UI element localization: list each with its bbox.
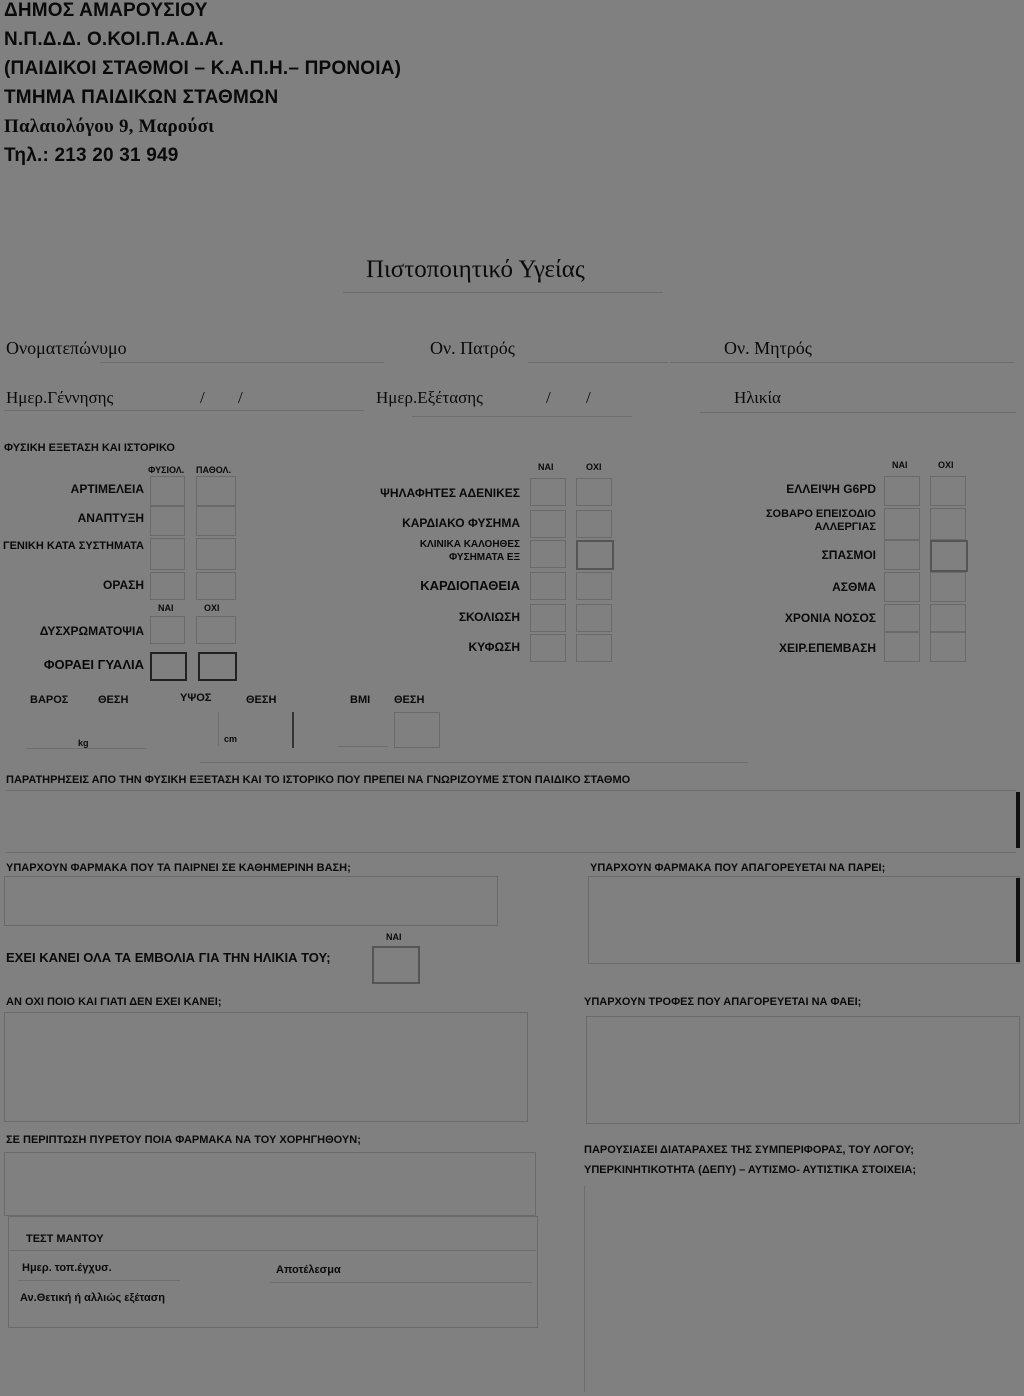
check-mid-2-yes[interactable] <box>530 510 566 538</box>
mantoux-result-field[interactable] <box>270 1282 532 1283</box>
dys-yes-header: ΝΑΙ <box>158 603 174 613</box>
check-right-6-yes[interactable] <box>884 632 920 662</box>
father-field[interactable] <box>528 362 668 363</box>
vaccines-missing-label: ΑΝ ΟΧΙ ΠΟΙΟ ΚΑΙ ΓΙΑΤΙ ΔΕΝ ΕΧΕΙ ΚΑΝΕΙ; <box>6 996 222 1008</box>
weight-label: ΒΑΡΟΣ <box>30 694 69 706</box>
check-right-5-yes[interactable] <box>884 604 920 632</box>
col-normal-header: ΦΥΣΙΟΛ. <box>148 465 185 475</box>
check-glasses-yes[interactable] <box>150 652 187 681</box>
check-mid-5-yes[interactable] <box>530 604 566 632</box>
mid-yes-header: ΝΑΙ <box>538 462 554 472</box>
check-right-6-no[interactable] <box>930 632 966 662</box>
behavior-label-1: ΠΑΡΟΥΣΙΑΣΕΙ ΔΙΑΤΑΡΑΧΕΣ ΤΗΣ ΣΥΜΠΕΡΙΦΟΡΑΣ, ΤΟΥ ΛΟΓΟΥ; <box>584 1144 914 1156</box>
birth-date-slash-2: / <box>238 388 243 407</box>
mid-item-4: ΚΑΡΔΙΟΠΑΘΕΙΑ <box>420 578 520 593</box>
mid-item-5: ΣΚΟΛΙΩΣΗ <box>458 610 520 624</box>
check-right-4-no[interactable] <box>930 572 966 602</box>
mantoux-note-label: Αν.Θετική ή αλλιώς εξέταση <box>20 1292 165 1304</box>
cm-unit: cm <box>224 734 238 744</box>
behavior-field[interactable] <box>584 1186 585 1392</box>
right-item-4: ΑΣΘΜΑ <box>832 580 876 594</box>
check-right-5-no[interactable] <box>930 604 966 632</box>
mantoux-date-label: Ημερ. τοπ.έγχυσ. <box>22 1262 112 1274</box>
observations-top-rule <box>200 762 748 763</box>
check-left-2-abnormal[interactable] <box>196 506 236 536</box>
check-left-4-abnormal[interactable] <box>196 572 236 600</box>
check-left-2-normal[interactable] <box>150 506 185 536</box>
mantoux-date-field[interactable] <box>18 1280 180 1281</box>
check-right-3-yes[interactable] <box>884 540 920 570</box>
check-mid-1-no[interactable] <box>576 478 612 506</box>
age-label: Ηλικία <box>734 388 781 407</box>
exam-section-title: ΦΥΣΙΚΗ ΕΞΕΤΑΣΗ ΚΑΙ ΙΣΤΟΡΙΚΟ <box>4 442 175 454</box>
check-mid-4-no[interactable] <box>576 572 612 600</box>
fever-meds-field[interactable] <box>4 1152 536 1216</box>
right-item-2: ΣΟΒΑΡΟ ΕΠΕΙΣΟΔΙΟ ΑΛΛΕΡΓΙΑΣ <box>765 508 876 533</box>
forbidden-meds-label: ΥΠΑΡΧΟΥΝ ΦΑΡΜΑΚΑ ΠΟΥ ΑΠΑΓΟΡΕΥΕΤΑΙ ΝΑ ΠΑΡΕΙ; <box>590 862 886 874</box>
weight-pos-label: ΘΕΣΗ <box>98 694 129 706</box>
municipality: ΔΗΜΟΣ ΑΜΑΡΟΥΣΙΟΥ <box>4 0 208 21</box>
exam-date-field[interactable] <box>412 416 632 417</box>
check-mid-4-yes[interactable] <box>530 572 566 600</box>
check-mid-6-no[interactable] <box>576 634 612 662</box>
check-right-4-yes[interactable] <box>884 572 920 602</box>
forbidden-meds-field[interactable] <box>588 876 1020 964</box>
left-item-1: ΑΡΤΙΜΕΛΕΙΑ <box>70 482 144 496</box>
check-right-3-no[interactable] <box>930 540 968 572</box>
kg-unit: kg <box>78 738 89 748</box>
right-item-1: ΕΛΛΕΙΨΗ G6PD <box>786 482 876 496</box>
left-item-2: ΑΝΑΠΤΥΞΗ <box>77 511 144 525</box>
check-dys-yes[interactable] <box>150 616 185 644</box>
dyschromatopsia-label: ΔΥΣΧΡΩΜΑΤΟΨΙΑ <box>39 624 144 638</box>
mid-item-3: ΚΛΙΝΙΚΑ ΚΑΛΟΗΘΕΣ ΦΥΣΗΜΑΤΑ ΕΞ <box>419 539 520 563</box>
services: (ΠΑΙΔΙΚΟΙ ΣΤΑΘΜΟΙ – Κ.Α.Π.Η.– ΠΡΟΝΟΙΑ) <box>4 58 402 79</box>
check-glasses-no[interactable] <box>198 652 237 681</box>
check-left-4-normal[interactable] <box>150 572 185 600</box>
mantoux-rule <box>10 1250 536 1251</box>
vaccines-question: ΕΧΕΙ ΚΑΝΕΙ ΟΛΑ ΤΑ ΕΜΒΟΛΙΑ ΓΙΑ ΤΗΝ ΗΛΙΚΙΑ ΤΟΥ; <box>6 950 331 965</box>
observations-label: ΠΑΡΑΤΗΡΗΣΕΙΣ ΑΠΟ ΤΗΝ ΦΥΣΙΚΗ ΕΞΕΤΑΣΗ ΚΑΙ ΤΟ ΙΣΤΟΡΙΚΟ ΠΟΥ ΠΡΕΠΕΙ ΝΑ ΓΝΩΡΙΖΟΥΜΕ ΣΤΟΝ ΠΑΙΔΙΚΟ ΣΤΑΘΜΟ <box>6 774 631 786</box>
vaccines-yes-header: ΝΑΙ <box>386 932 402 942</box>
entity: Ν.Π.Δ.Δ. Ο.ΚΟΙ.Π.Α.Δ.Α. <box>4 29 224 50</box>
check-mid-6-yes[interactable] <box>530 634 566 662</box>
mid-no-header: ΟΧΙ <box>586 462 602 472</box>
current-meds-label: ΥΠΑΡΧΟΥΝ ΦΑΡΜΑΚΑ ΠΟΥ ΤΑ ΠΑΙΡΝΕΙ ΣΕ ΚΑΘΗΜΕΡΙΝΗ ΒΑΣΗ; <box>6 862 351 874</box>
mother-field[interactable] <box>670 362 1014 363</box>
behavior-label-2: ΥΠΕΡΚΙΝΗΤΙΚΟΤΗΤΑ (ΔΕΠΥ) – ΑΥΤΙΣΜΟ- ΑΥΤΙΣΤΙΚΑ ΣΤΟΙΧΕΙΑ; <box>584 1164 916 1176</box>
check-right-2-yes[interactable] <box>884 508 920 540</box>
bmi-pos-field[interactable] <box>394 712 440 748</box>
check-right-1-yes[interactable] <box>884 476 920 506</box>
surname-field[interactable] <box>100 362 384 363</box>
forbidden-foods-label: ΥΠΑΡΧΟΥΝ ΤΡΟΦΕΣ ΠΟΥ ΑΠΑΓΟΡΕΥΕΤΑΙ ΝΑ ΦΑΕΙ; <box>584 996 862 1008</box>
check-left-3-abnormal[interactable] <box>196 538 236 570</box>
check-mid-1-yes[interactable] <box>530 478 566 506</box>
mantoux-title: ΤΕΣΤ ΜΑΝΤΟΥ <box>26 1233 104 1245</box>
fever-meds-label: ΣΕ ΠΕΡΙΠΤΩΣΗ ΠΥΡΕΤΟΥ ΠΟΙΑ ΦΑΡΜΑΚΑ ΝΑ ΤΟΥ ΧΟΡΗΓΗΘΟΥΝ; <box>6 1134 361 1146</box>
mother-label: Ον. Μητρός <box>724 338 812 358</box>
birth-date-slash-1: / <box>200 388 205 407</box>
right-yes-header: ΝΑΙ <box>892 460 908 470</box>
bmi-label: ΒΜΙ <box>350 694 371 706</box>
bmi-pos-label: ΘΕΣΗ <box>394 694 425 706</box>
exam-date-slash-2: / <box>586 388 591 407</box>
forbidden-meds-scrollbar[interactable] <box>1016 878 1020 962</box>
page-title: Πιστοποιητικό Υγείας <box>366 256 585 283</box>
bmi-field[interactable] <box>338 746 388 747</box>
left-item-4: ΟΡΑΣΗ <box>103 578 144 592</box>
right-item-6: ΧΕΙΡ.ΕΠΕΜΒΑΣΗ <box>778 641 876 655</box>
check-right-1-no[interactable] <box>930 476 966 506</box>
observations-field-bottom <box>6 852 1016 853</box>
check-mid-5-no[interactable] <box>576 604 612 632</box>
check-mid-3-yes[interactable] <box>530 540 566 568</box>
check-left-1-normal[interactable] <box>150 476 185 506</box>
right-item-5: ΧΡΟΝΙΑ ΝΟΣΟΣ <box>784 611 876 625</box>
vaccines-missing-field[interactable] <box>4 1012 528 1122</box>
birth-date-field[interactable] <box>4 410 364 411</box>
vaccines-checkbox[interactable] <box>372 946 420 984</box>
check-left-1-abnormal[interactable] <box>196 476 236 506</box>
check-right-2-no[interactable] <box>930 508 966 540</box>
dys-no-header: ΟΧΙ <box>204 603 220 613</box>
father-label: Ον. Πατρός <box>430 338 515 358</box>
height-field-left <box>218 712 219 746</box>
phone: Τηλ.: 213 20 31 949 <box>4 145 179 166</box>
title-underline <box>343 292 663 293</box>
check-left-3-normal[interactable] <box>150 538 185 570</box>
right-no-header: ΟΧΙ <box>938 460 954 470</box>
mantoux-result-label: Αποτέλεσμα <box>276 1264 341 1276</box>
birth-date-label: Ημερ.Γέννησης <box>6 388 114 407</box>
height-label: ΥΨΟΣ <box>180 692 212 704</box>
exam-date-label: Ημερ.Εξέτασης <box>376 388 483 407</box>
right-item-3: ΣΠΑΣΜΟΙ <box>821 548 876 562</box>
age-field[interactable] <box>700 412 1016 413</box>
left-item-3: ΓΕΝΙΚΗ ΚΑΤΑ ΣΥΣΤΗΜΑΤΑ <box>2 540 144 552</box>
mid-item-2: ΚΑΡΔΙΑΚΟ ΦΥΣΗΜΑ <box>402 516 520 530</box>
check-mid-3-no[interactable] <box>576 540 614 570</box>
height-pos-label: ΘΕΣΗ <box>246 694 277 706</box>
forbidden-foods-field[interactable] <box>586 1016 1020 1124</box>
observations-scrollbar[interactable] <box>1016 792 1020 848</box>
mid-item-1: ΨΗΛΑΦΗΤΕΣ ΑΔΕΝΙΚΕΣ <box>380 486 520 500</box>
height-pos-field[interactable] <box>292 712 294 748</box>
surname-label: Ονοματεπώνυμο <box>6 338 127 358</box>
address: Παλαιολόγου 9, Μαρούσι <box>4 116 215 137</box>
col-abnormal-header: ΠΑΘΟΛ. <box>196 465 232 475</box>
glasses-label: ΦΟΡΑΕΙ ΓΥΑΛΙΑ <box>43 657 144 672</box>
weight-field[interactable] <box>26 748 146 749</box>
current-meds-field[interactable] <box>4 876 498 926</box>
check-mid-2-no[interactable] <box>576 510 612 538</box>
department: ΤΜΗΜΑ ΠΑΙΔΙΚΩΝ ΣΤΑΘΜΩΝ <box>4 87 279 108</box>
mid-item-6: ΚΥΦΩΣΗ <box>468 640 520 654</box>
exam-date-slash-1: / <box>546 388 551 407</box>
observations-field[interactable] <box>6 790 1016 791</box>
check-dys-no[interactable] <box>196 616 236 644</box>
